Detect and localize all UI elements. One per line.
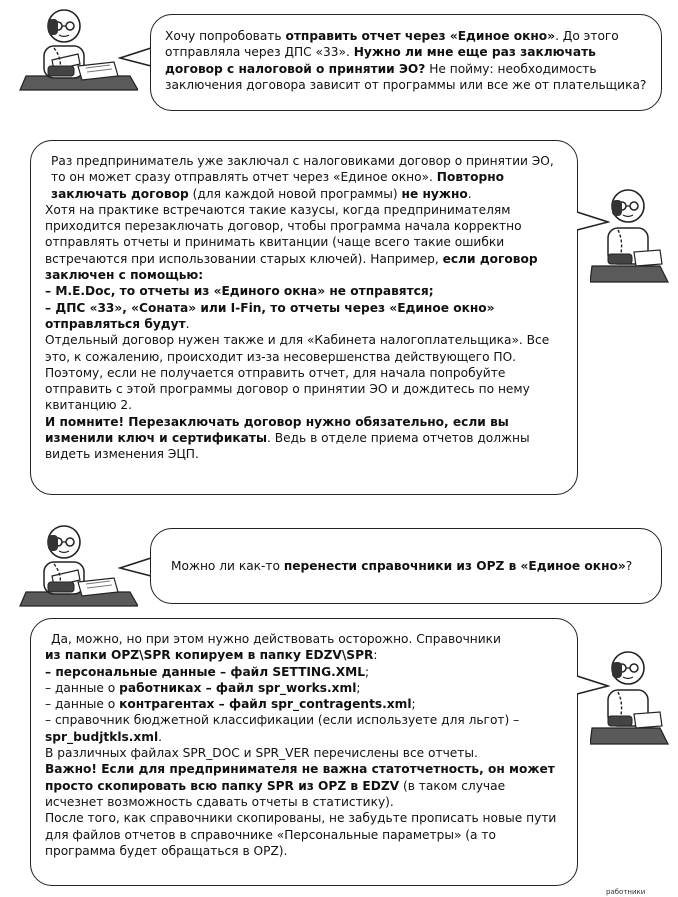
a1-paragraph-1 [45,153,565,202]
a1-list-item-1 [45,283,565,299]
a1-text-3: . [467,186,472,201]
a2-bold-5: spr_budjtkls.xml [45,729,159,744]
a1-bold-2: не нужно [401,186,468,201]
answer-bubble-1 [30,140,578,495]
a1-bold-3: если договор заключен с помощью: [45,251,538,283]
q1-bold-2: Нужно ли мне еще раз заключать договор с налоговой о принятии ЭО? [165,45,596,76]
q1-bold-1: отправить отчет через «Единое окно» [285,29,556,43]
a2-line-5 [45,696,565,712]
question-text-2 [171,558,647,574]
a2-line-4 [45,680,565,696]
q2-text-1: Можно ли как-то [171,559,284,573]
q2-text-2: ? [625,559,633,573]
a2-text-8: (в таком случае исчезнет возможность сдавать отчеты в статистику). [45,778,506,809]
a1-text-6: . Ведь в отделе приема отчетов должны видеть изменения ЭЦП. [45,431,530,462]
a1-text-4: Хотя на практике встречаются такие казусы, когда предпринимателям приходится перезаключать договор, чтобы программа начала корректно отправлять отчеты и принимать квитанции (чаще всего такие ошибки встречаются при использовании старых ключей). Например, [45,202,522,266]
man-at-desk-icon [590,178,670,288]
a2-text-6: ; [411,697,416,712]
footer-text: работники [606,888,646,896]
question-bubble-1 [150,14,662,111]
q1-text-3: Не пойму: необходимость заключения договора зависит от программы или все же от плательщика? [165,61,647,92]
a1-text-5: . [185,316,190,331]
question-text-1 [165,28,647,93]
a2-text-5: – данные о [45,697,120,712]
a1-bold-6: И помните! Перезаключать договор нужно обязательно, если вы изменили ключ и сертификаты [45,414,509,446]
speech-tail [118,554,152,580]
a1-text-1: Раз предприниматель уже заключал с налоговиками договор о принятии ЭО, то он может сразу отправлять отчет через «Единое окно». [51,154,554,185]
q2-bold-1: перенести справочники из OPZ в «Единое окно» [283,559,626,573]
a2-line-2 [45,647,565,663]
a1-paragraph-3: Отдельный договор нужен также и для «Кабинета налогоплательщика». Все это, к сожалению, происходит из-за несовершенства действующего ПО. Поэтому, если не получается отправить отчет, для начала попробуйте отправить с этой программы договор о принятии ЭО и дождитесь по нему квитанцию 2. [45,333,550,413]
a2-line-7 [45,729,565,745]
a2-bold-3: работниках – файл spr_works.xml [119,680,357,695]
a1-paragraph-4 [45,414,565,463]
a2-bold-4: контрагентах – файл spr_contragents.xml [119,697,412,712]
a2-text-1: : [373,648,378,663]
a2-text-7: . [158,729,162,744]
a1-bold-1: Повторно заключать договор [51,170,505,201]
q1-text-1: Хочу попробовать [165,29,286,43]
a1-paragraph-2 [45,202,565,283]
q1-text-2: . До этого отправляла через ДПС «33». [165,29,619,60]
a2-line-8: В различных файлах SPR_DOC и SPR_VER перечислены все отчеты. [45,746,478,761]
a2-line-3 [45,664,565,680]
a2-line-10: После того, как справочники скопированы, не забудьте прописать новые пути для файлов отчетов в справочнике «Персональные параметры» (а то программа будет обращаться в OPZ). [45,811,557,858]
a2-text-2: ; [365,664,370,679]
a1-text-2: (для каждой новой программы) [188,186,402,201]
man-at-desk-icon [590,640,670,750]
a1-bold-5: – ДПС «33», «Соната» или I-Fin, то отчеты через «Единое окно» отправляться будут [45,300,495,331]
a2-text-4: ; [356,680,361,695]
a2-bold-6: Важно! Если для предпринимателя не важна статотчетность, он может просто скопировать всю папку SPR из OPZ в EDZV [45,762,555,793]
a2-line-1: Да, можно, но при этом нужно действовать осторожно. Справочники [51,632,501,646]
a2-bold-1: из папки OPZ\SPR копируем в папку EDZV\SPR [45,648,374,663]
a1-bold-4: – M.E.Doc, то отчеты из «Единого окна» не отправятся; [45,284,434,299]
answer-bubble-2 [30,618,578,886]
a2-bold-2: – персональные данные – файл SETTING.XML [45,664,366,679]
a2-text-3: – данные о [45,680,120,695]
question-bubble-2 [150,528,662,604]
speech-tail [118,44,152,70]
a2-line-9 [45,761,565,810]
a2-line-6: – справочник бюджетной классификации (если используете для льгот) – [45,713,520,728]
a1-list-item-2 [45,300,565,333]
